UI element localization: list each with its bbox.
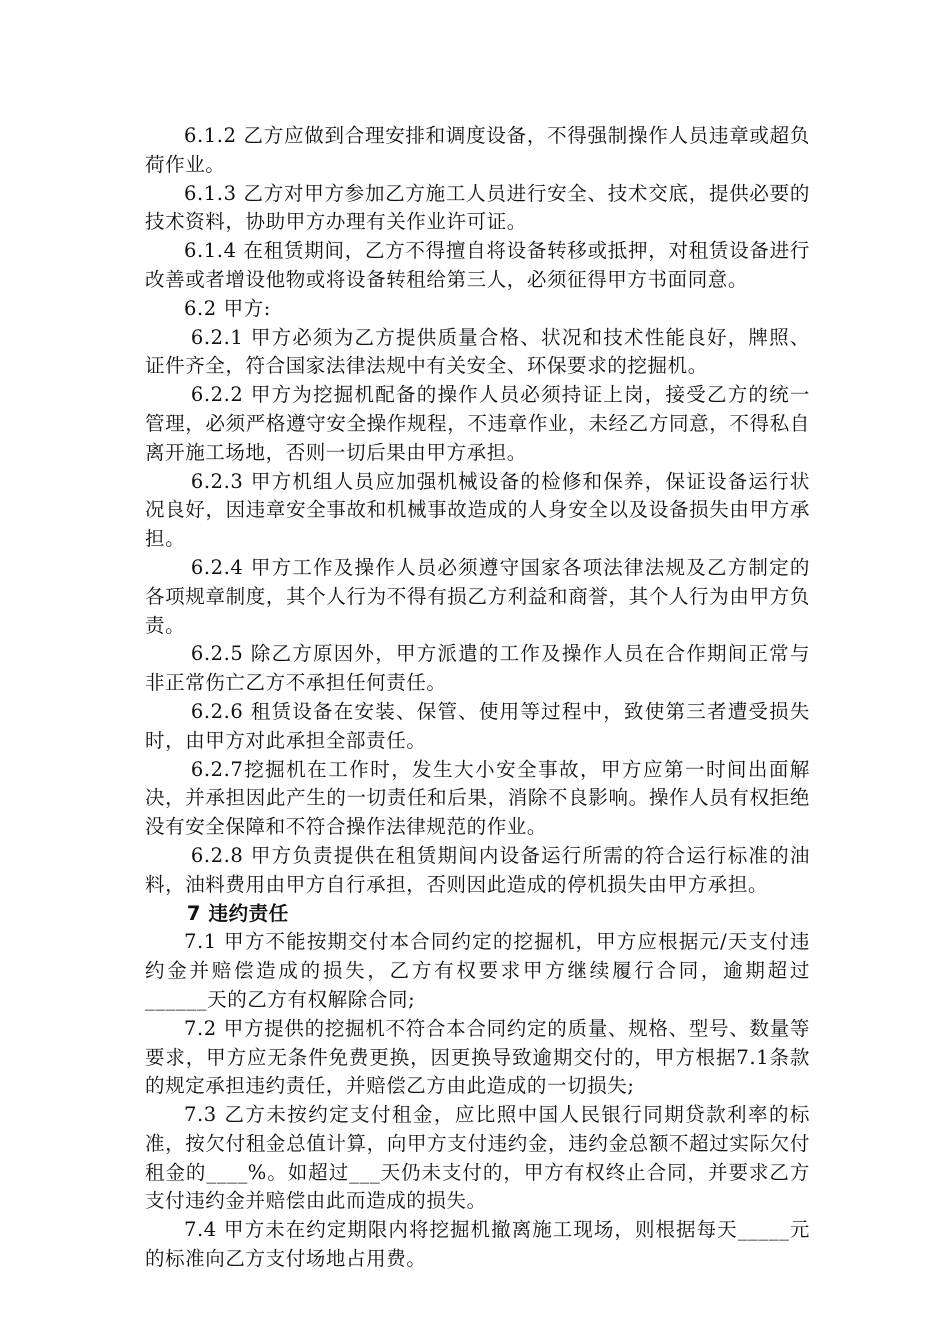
clause-7-1: 7.1 甲方不能按期交付本合同约定的挖掘机，甲方应根据元/天支付违约金并赔偿造成的损失，乙方有权要求甲方继续履行合同，逾期超过______天的乙方有权解除合同; bbox=[145, 930, 810, 1011]
clause-6-2-1: 6.2.1 甲方必须为乙方提供质量合格、状况和技术性能良好，牌照、证件齐全，符合国家法律法规中有关安全、环保要求的挖掘机。 bbox=[145, 325, 810, 378]
clause-7-2: 7.2 甲方提供的挖掘机不符合本合同约定的质量、规格、型号、数量等要求，甲方应无条件免费更换，因更换导致逾期交付的，甲方根据7.1条款的规定承担违约责任，并赔偿乙方由此造成的一切损失; bbox=[145, 1016, 810, 1098]
clause-7-3: 7.3 乙方未按约定支付租金，应比照中国人民银行同期贷款利率的标准，按欠付租金总值计算，向甲方支付违约金，违约金总额不超过实际欠付租金的____%。如超过___天仍未支付的，甲方有权终止合同，并要求乙方支付违约金并赔偿由此而造成的损失。 bbox=[145, 1103, 810, 1213]
clause-6-2-6: 6.2.6 租赁设备在安装、保管、使用等过程中，致使第三者遭受损失时，由甲方对此承担全部责任。 bbox=[145, 699, 810, 752]
clause-6-1-3: 6.1.3 乙方对甲方参加乙方施工人员进行安全、技术交底，提供必要的技术资料，协助甲方办理有关作业许可证。 bbox=[145, 181, 810, 234]
clause-6-2-3: 6.2.3 甲方机组人员应加强机械设备的检修和保养，保证设备运行状况良好，因违章安全事故和机械事故造成的人身安全以及设备损失由甲方承担。 bbox=[145, 469, 810, 551]
clause-6-2-8: 6.2.8 甲方负责提供在租赁期间内设备运行所需的符合运行标准的油料，油料费用由甲方自行承担，否则因此造成的停机损失由甲方承担。 bbox=[145, 843, 810, 896]
clause-6-2: 6.2 甲方: bbox=[184, 296, 271, 320]
section-heading-breach-liability: 7 违约责任 bbox=[186, 901, 289, 925]
clause-6-2-5: 6.2.5 除乙方原因外，甲方派遣的工作及操作人员在合作期间正常与非正常伤亡乙方不承担任何责任。 bbox=[145, 642, 810, 695]
document-body bbox=[145, 122, 810, 1274]
clause-6-2-2: 6.2.2 甲方为挖掘机配备的操作人员必须持证上岗，接受乙方的统一管理，必须严格遵守安全操作规程，不违章作业，未经乙方同意，不得私自离开施工场地，否则一切后果由甲方承担。 bbox=[145, 383, 810, 464]
clause-6-1-4: 6.1.4 在租赁期间，乙方不得擅自将设备转移或抵押，对租赁设备进行改善或者增设他物或将设备转租给第三人，必须征得甲方书面同意。 bbox=[145, 239, 810, 291]
clause-6-1-2: 6.1.2 乙方应做到合理安排和调度设备，不得强制操作人员违章或超负荷作业。 bbox=[145, 124, 810, 176]
clause-7-4: 7.4 甲方未在约定期限内将挖掘机撤离施工现场，则根据每天_____元的标准向乙方支付场地占用费。 bbox=[145, 1218, 810, 1271]
clause-6-2-7: 6.2.7挖掘机在工作时，发生大小安全事故，甲方应第一时间出面解决，并承担因此产生的一切责任和后果，消除不良影响。操作人员有权拒绝没有安全保障和不符合操作法律规范的作业。 bbox=[145, 757, 810, 839]
clause-6-2-4: 6.2.4 甲方工作及操作人员必须遵守国家各项法律法规及乙方制定的各项规章制度，其个人行为不得有损乙方利益和商誉，其个人行为由甲方负责。 bbox=[145, 555, 810, 637]
